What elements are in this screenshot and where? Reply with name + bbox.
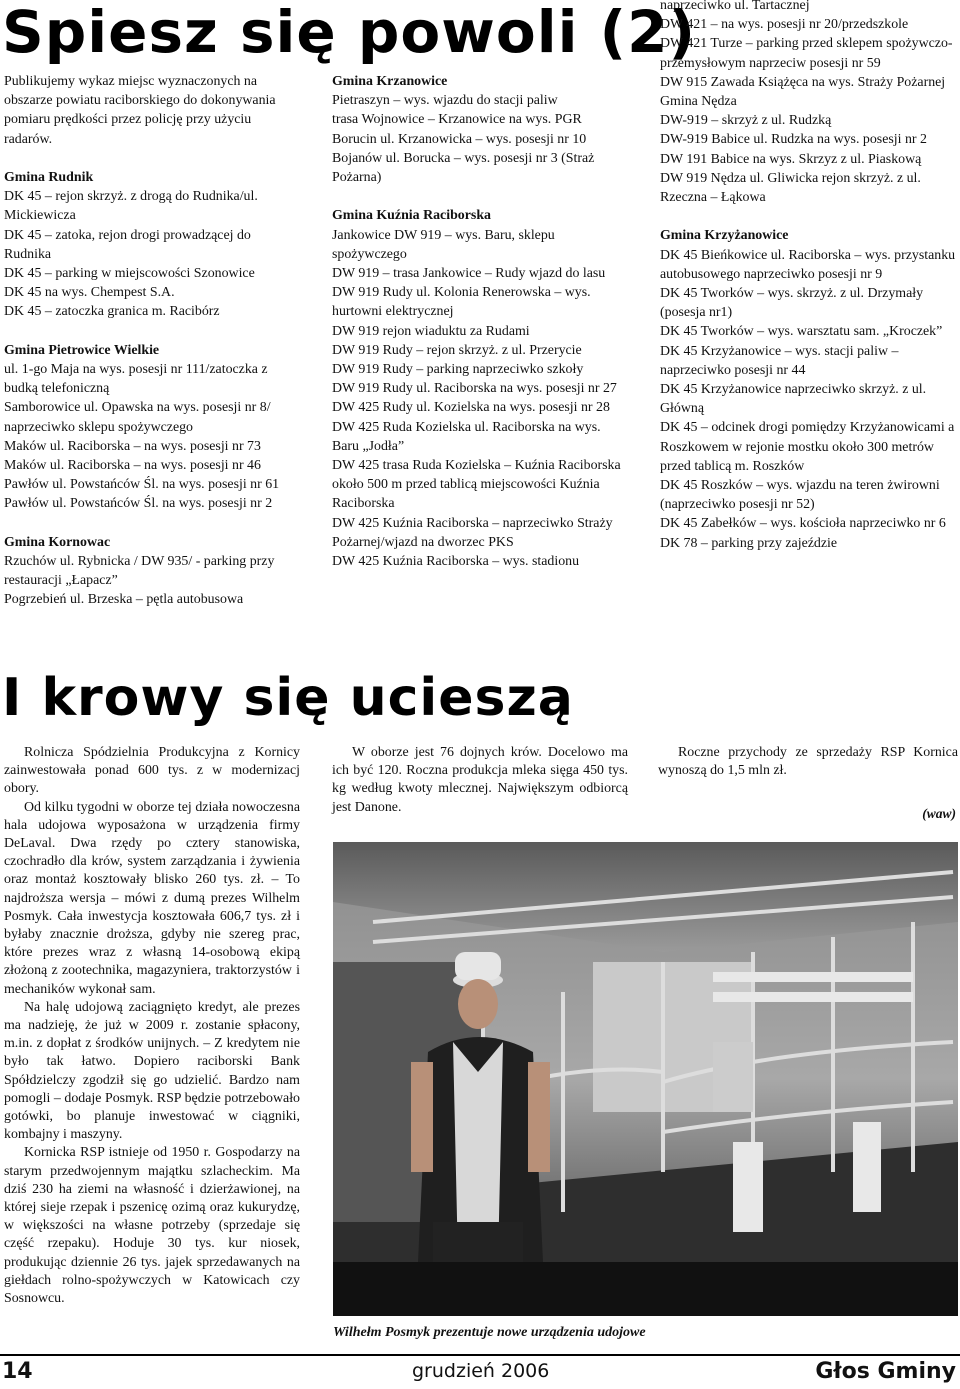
article-radar-column-2 [332, 72, 628, 571]
radar-location: Gmina Nędza [660, 94, 737, 110]
radar-location: Pogrzebień ul. Brzeska – pętla autobusowa [4, 592, 244, 608]
section-heading: Gmina Krzyżanowice [660, 228, 789, 244]
radar-location: Samborowice ul. Opawska na wys. posesji nr 8/ naprzeciwko sklepu spożywczego [4, 400, 271, 435]
body-paragraph: Na halę udojową zaciągnięto kredyt, ale prezes ma nadzieję, że już w 2009 r. zostanie spłacony, m.in. z dopłat z środków unijnych. – Z kredytem nie było tak łatwo. Dopiero raciborski Bank Spółdzielczy zgodził się go udzielić. Bardzo nam pomogli – dodaje Posmyk. RSP będzie potrzebowało gotówki, bo planuje inwestować w ciągniki, kombajny i maszyny. [4, 999, 300, 1143]
section-heading: Gmina Pietrowice Wielkie [4, 342, 160, 358]
body-paragraph: W oborze jest 76 dojnych krów. Docelowo ma ich być 120. Roczna produkcja mleka sięga 450 tys. kg według kwoty mlecznej. Największym odbiorcą jest Danone. [332, 745, 628, 815]
radar-location: DK 45 Roszków – wys. wjazdu na teren żwirowni (naprzeciwko posesji nr 52) [660, 478, 940, 513]
radar-location: DW 919 Rudy ul. Kolonia Renerowska – wys. hurtowni elektrycznej [332, 285, 591, 320]
issue-date: grudzień 2006 [412, 1360, 550, 1382]
article-cows-column-3 [658, 744, 958, 780]
photo-caption: Wilhełm Posmyk prezentuje nowe urządzenia udojowe [333, 1325, 646, 1340]
radar-location: DW 919 rejon wiaduktu za Rudami [332, 323, 530, 339]
radar-location: DW 425 Kuźnia Raciborska – wys. stadionu [332, 554, 580, 570]
radar-location: Bojanów ul. Borucka – wys. posesji nr 3 (Straż Pożarna) [332, 150, 595, 186]
radar-location: DK 45 – parking w miejscowości Szonowice [4, 266, 255, 282]
radar-location: Publikujemy wykaz miejsc wyznaczonych na obszarze powiatu raciborskiego do dokonywania pomiaru prędkości przez policję przy użyciu radarów. [4, 74, 276, 147]
magazine-name: Głos Gminy [815, 1359, 956, 1384]
radar-location: DW 425 trasa Ruda Kozielska – Kuźnia Raciborska około 500 m przed tablicą miejscowości Kuźnia Raciborska [332, 458, 621, 512]
radar-location: DW-919 Babice ul. Rudzka na wys. posesji nr 2 [660, 132, 927, 148]
radar-location: Maków ul. Raciborska – na wys. posesji nr 73 [4, 438, 261, 454]
radar-location: DW 919 Rudy – parking naprzeciwko szkoły [332, 362, 584, 378]
article-radar-column-3 [660, 0, 958, 553]
body-paragraph: Kornicka RSP istnieje od 1950 r. Gospodarzy na starym przedwojennym majątku szlacheckim. Ma dziś 230 ha ziemi na własność i dzierżawionej, na której sieje rzepak i pszenicę ozimą oraz kukurydzę, w większości na własne potrzeby (sprzedaje się część rzepaku). Hoduje 30 tys. kur niosek, produkując dziennie 26 tys. jajek sprzedawanych na giełdach rolno-spożywczych w Katowicach czy Sosnowcu. [4, 1145, 300, 1307]
radar-location: DW 421 – na wys. posesji nr 20/przedszkole [660, 17, 909, 33]
radar-location: DK 45 Krzyżanowice – wys. stacji paliw – naprzeciwko posesji nr 44 [660, 343, 899, 378]
section-heading: Gmina Krzanowice [332, 74, 448, 89]
radar-location: Maków ul. Raciborska – na wys. posesji nr 46 [4, 458, 261, 474]
article-cows-column-2 [332, 744, 628, 817]
radar-location: DK 45 Zabełków – wys. kościoła naprzeciwko nr 6 [660, 516, 946, 532]
radar-location: DW 191 Babice na wys. Skrzyz z ul. Piaskową [660, 151, 922, 167]
radar-location: DW 919 Rudy ul. Raciborska na wys. posesji nr 27 [332, 381, 617, 397]
radar-location: DK 45 na wys. Chempest S.A. [4, 285, 175, 301]
radar-location: DK 45 – rejon skrzyż. z drogą do Rudnika/ul. Mickiewicza [4, 189, 258, 224]
article-title-radar: Spiesz się powoli (2) [2, 0, 697, 66]
radar-location: Pawłów ul. Powstańców Śl. na wys. posesji nr 61 [4, 477, 280, 493]
radar-location: Rzuchów ul. Rybnicka / DW 935/ - parking przy restauracji „Łapacz” [4, 554, 275, 589]
radar-location: Borucin ul. Krzanowicka – wys. posesji nr 10 [332, 131, 587, 147]
radar-location: DK 78 – parking przy zajeździe [660, 535, 838, 551]
radar-location: DW 915 Zawada Książęca na wys. Straży Pożarnej [660, 74, 946, 90]
radar-location: trasa Wojnowice – Krzanowice na wys. PGR [332, 112, 582, 128]
radar-location: DK 45 – odcinek drogi pomiędzy Krzyżanowicami a Roszkowem w rejonie mostku około 300 metrów przed tablicą m. Roszków [660, 420, 955, 474]
article-radar-column-1 [4, 72, 300, 610]
radar-location: DK 45 Tworków – wys. skrzyż. z ul. Drzymały (posesja nr1) [660, 286, 924, 321]
radar-location: DK 45 – zatoka, rejon drogi prowadzącej do Rudnika [4, 227, 251, 262]
radar-location: DW-919 – skrzyż z ul. Rudzką [660, 113, 832, 129]
radar-location: DK 45 Bieńkowice ul. Raciborska – wys. przystanku autobusowego naprzeciwko posesji nr 9 [660, 247, 956, 282]
milking-parlor-photo [333, 842, 958, 1316]
radar-location: DW 425 Ruda Kozielska ul. Raciborska na wys. Baru „Jodła” [332, 419, 601, 454]
article-title-cows: I krowy się ucieszą [2, 668, 574, 728]
footer-divider [0, 1354, 960, 1356]
section-heading: Gmina Kornowac [4, 534, 111, 550]
page-number: 14 [2, 1359, 33, 1384]
section-heading: Gmina Kuźnia Raciborska [332, 208, 491, 224]
body-paragraph: Rolnicza Spódzielnia Produkcyjna z Kornicy zainwestowała ponad 600 tys. z w modernizacj obory. [4, 745, 300, 797]
radar-location: DW 919 Rudy – rejon skrzyż. z ul. Przerycie [332, 342, 582, 358]
radar-location: Pietraszyn – wys. wjazdu do stacji paliw [332, 93, 558, 109]
radar-location: DW 425 Rudy ul. Kozielska na wys. posesji nr 28 [332, 400, 610, 416]
radar-location: ul. 1-go Maja na wys. posesji nr 111/zatoczka z budką telefoniczną [4, 362, 268, 397]
radar-location: DW 919 Nędza ul. Gliwicka rejon skrzyż. z ul. Rzeczna – Łąkowa [660, 170, 921, 206]
body-paragraph: Roczne przychody ze sprzedaży RSP Kornica wynoszą do 1,5 mln zł. [658, 745, 958, 779]
author-signature: (waw) [922, 806, 956, 821]
radar-location: Jankowice DW 919 – wys. Baru, sklepu spożywczego [332, 227, 555, 262]
radar-location: naprzeciwko ul. Tartacznej [660, 0, 810, 13]
article-cows-column-1 [4, 744, 300, 1308]
radar-location: DK 45 – zatoczka granica m. Racibórz [4, 304, 220, 320]
radar-location: DW 919 – trasa Jankowice – Rudy wjazd do lasu [332, 266, 606, 282]
radar-location: DK 45 Tworków – wys. warsztatu sam. „Kroczek” [660, 324, 943, 340]
section-heading: Gmina Rudnik [4, 170, 94, 185]
radar-location: DW 425 Kuźnia Raciborska – naprzeciwko Straży Pożarnej/wjazd na dworzec PKS [332, 515, 613, 550]
radar-location: DK 45 Krzyżanowice naprzeciwko skrzyż. z ul. Główną [660, 382, 927, 417]
radar-location: Pawłów ul. Powstańców Śl. na wys. posesji nr 2 [4, 496, 273, 512]
radar-location: DW 421 Turze – parking przed sklepem spożywczo-przemysłowym naprzeciw posesji nr 59 [660, 36, 953, 71]
body-paragraph: Od kilku tygodni w oborze tej działa nowoczesna hala udojowa wyposażona w urządzenia firmy DeLaval. Dwa rzędy po cztery stanowiska, czochradło dla krów, system zarządzania i żywienia oraz montaż kosztowały blisko 260 tys. zł. – To najdroższa wersja – mówi z dumą prezes Wilhelm Posmyk. Cała inwestycja kosztowała 606,7 tys. zł i byłaby znacznie droższa, gdyby nie szereg prac, które prezes wraz z własną 14-osobową ekipą złożoną z zootechnika, magazyniera, traktorzystów i mechaników wykonał sam. [4, 799, 300, 997]
